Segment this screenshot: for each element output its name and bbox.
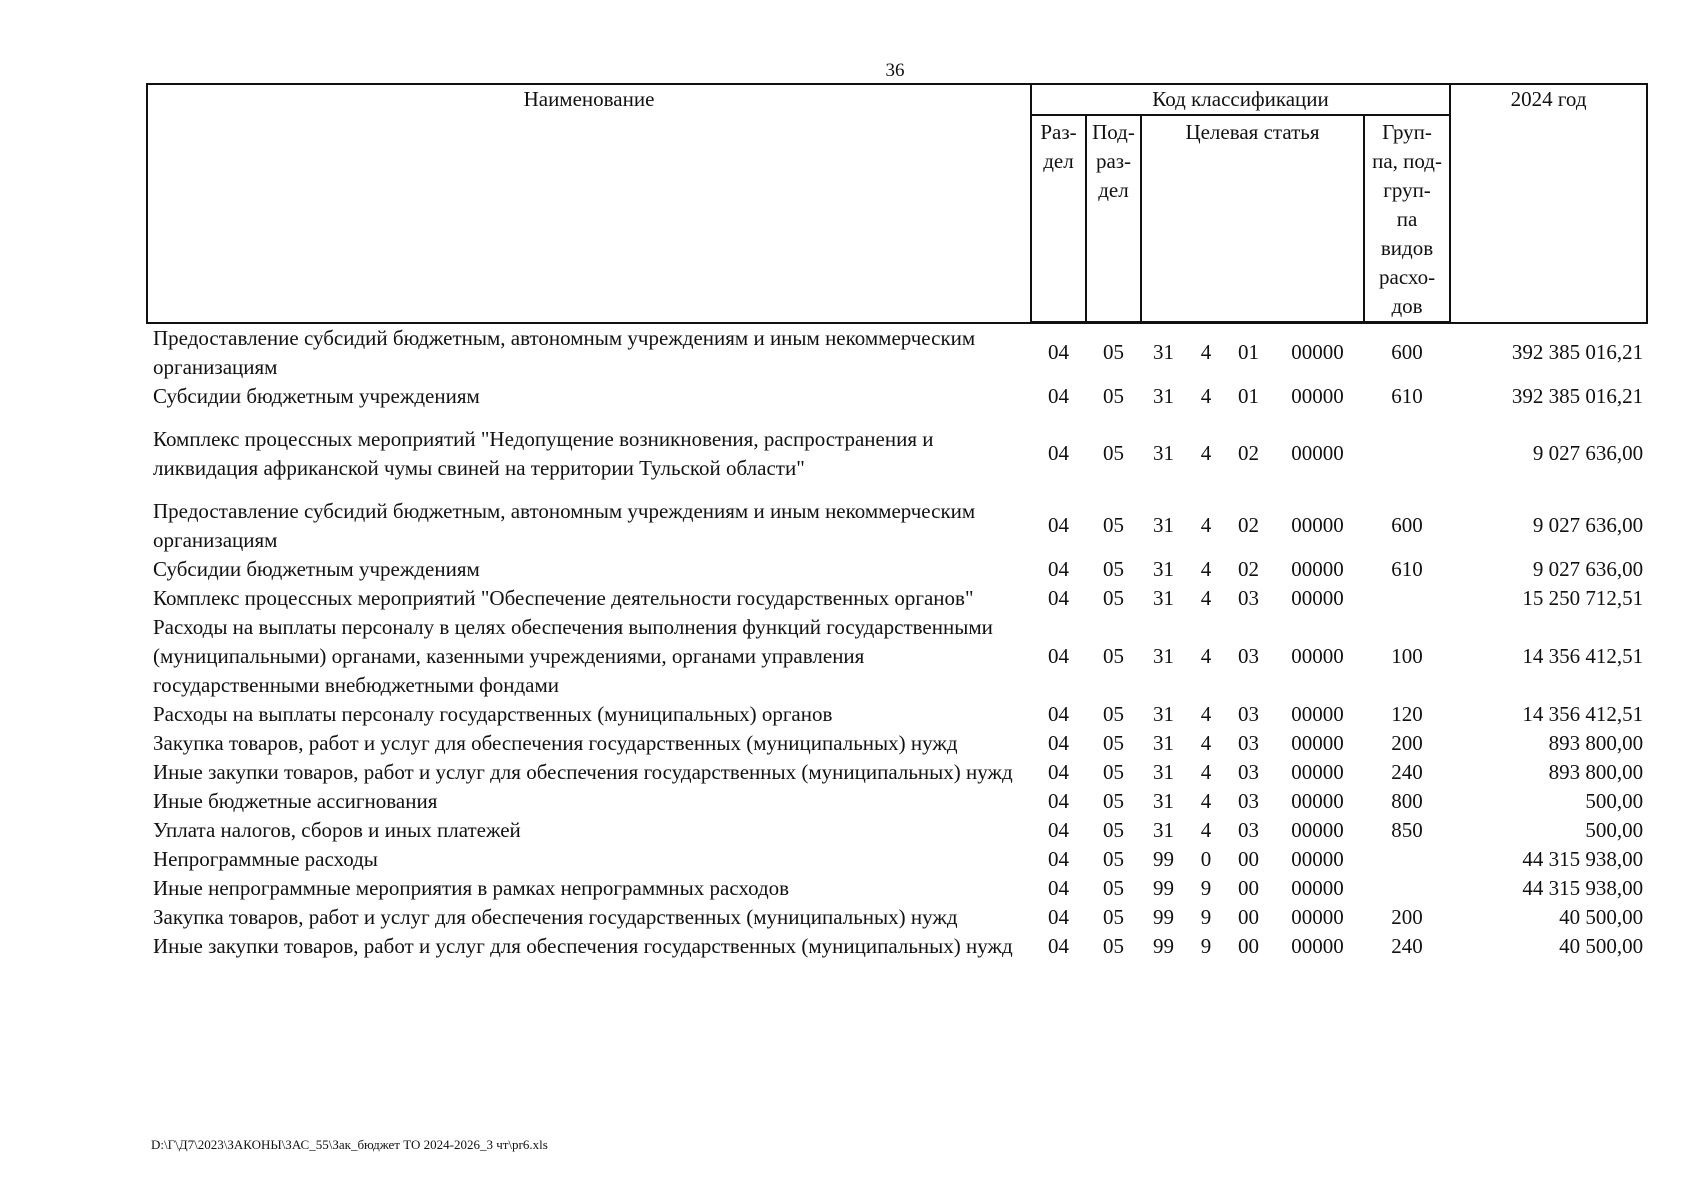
- row-name: Комплекс процессных мероприятий "Обеспечение деятельности государственных органов": [153, 585, 974, 610]
- row-target-3: 03: [1238, 701, 1259, 726]
- row-target-3: 03: [1238, 817, 1259, 842]
- row-target-4: 00000: [1291, 875, 1344, 900]
- row-podrazdel: 05: [1103, 383, 1124, 408]
- file-path: D:\Г\Д7\2023\ЗАКОНЫ\ЗАС_55\Зак_бюджет ТО 2024-2026_3 чт\pr6.xls: [151, 1137, 548, 1152]
- row-razdel: 04: [1048, 643, 1069, 668]
- row-podrazdel: 05: [1103, 701, 1124, 726]
- budget-table: [146, 83, 1648, 961]
- row-amount: 44 315 938,00: [1522, 875, 1644, 900]
- row-target-1: 99: [1153, 875, 1174, 900]
- row-razdel: 04: [1048, 441, 1069, 465]
- table-row: [147, 323, 1647, 382]
- row-target-2: 4: [1200, 701, 1212, 726]
- row-name: Иные непрограммные мероприятия в рамках непрограммных расходов: [153, 875, 790, 900]
- header-expense-group-line: Груп-: [1382, 120, 1432, 144]
- row-amount: 893 800,00: [1548, 730, 1644, 755]
- row-amount: 44 315 938,00: [1522, 846, 1644, 871]
- row-target-2: 4: [1200, 441, 1212, 465]
- row-expense-group: 240: [1391, 759, 1423, 784]
- row-target-1: 31: [1153, 340, 1174, 365]
- row-target-1: 99: [1153, 904, 1174, 929]
- row-target-4: 00000: [1291, 340, 1344, 365]
- row-expense-group: 610: [1391, 556, 1423, 581]
- table-row: [147, 729, 1647, 758]
- row-razdel: 04: [1048, 513, 1069, 537]
- row-name: Субсидии бюджетным учреждениям: [153, 556, 480, 581]
- row-name: Предоставление субсидий бюджетным, автономным учреждениям и иным некоммерческим организациям: [153, 325, 976, 379]
- row-razdel: 04: [1048, 904, 1069, 929]
- row-name: Субсидии бюджетным учреждениям: [153, 383, 480, 408]
- row-target-3: 03: [1238, 759, 1259, 784]
- row-target-1: 31: [1153, 556, 1174, 581]
- row-razdel: 04: [1048, 875, 1069, 900]
- header-expense-group-line: дов: [1391, 294, 1423, 318]
- table-row: [147, 903, 1647, 932]
- row-target-2: 4: [1200, 585, 1212, 610]
- row-target-1: 31: [1153, 759, 1174, 784]
- row-target-2: 9: [1200, 904, 1212, 929]
- row-target-1: 31: [1153, 643, 1174, 668]
- row-razdel: 04: [1048, 383, 1069, 408]
- row-podrazdel: 05: [1103, 933, 1124, 958]
- row-target-4: 00000: [1291, 585, 1344, 610]
- row-amount: 392 385 016,21: [1511, 340, 1644, 364]
- row-target-4: 00000: [1291, 383, 1344, 408]
- header-expense-group-line: груп-: [1383, 178, 1431, 202]
- header-expense-group-line: расхо-: [1379, 265, 1436, 289]
- row-target-1: 31: [1153, 817, 1174, 842]
- row-razdel: 04: [1048, 817, 1069, 842]
- row-name: Комплекс процессных мероприятий "Недопущение возникновения, распространения и ликвидация африканской чумы свиней на территории Тульской области": [153, 426, 934, 480]
- row-name: Иные закупки товаров, работ и услуг для обеспечения государственных (муниципальных) нужд: [153, 759, 1013, 784]
- row-target-4: 00000: [1291, 759, 1344, 784]
- table-header: [147, 84, 1647, 323]
- row-expense-group: 120: [1391, 701, 1423, 726]
- table-row: [147, 874, 1647, 903]
- table-row: [147, 584, 1647, 613]
- row-target-2: 4: [1200, 788, 1212, 813]
- row-target-3: 03: [1238, 730, 1259, 755]
- header-expense-group-line: па, под-: [1372, 149, 1442, 173]
- row-expense-group: 240: [1391, 933, 1423, 958]
- row-target-1: 31: [1153, 383, 1174, 408]
- row-expense-group: 100: [1391, 643, 1423, 668]
- header-podrazdel-line: раз-: [1095, 149, 1132, 173]
- row-podrazdel: 05: [1103, 904, 1124, 929]
- header-podrazdel-line: дел: [1098, 178, 1129, 202]
- row-target-2: 4: [1200, 340, 1212, 365]
- row-amount: 9 027 636,00: [1532, 556, 1644, 581]
- row-expense-group: [1364, 411, 1450, 497]
- row-target-4: 00000: [1291, 730, 1344, 755]
- header-expense-group-line: па: [1396, 207, 1418, 231]
- header-target-article: Целевая статья: [1141, 115, 1364, 323]
- row-target-1: 99: [1153, 846, 1174, 871]
- row-target-4: 00000: [1291, 788, 1344, 813]
- row-target-3: 02: [1238, 513, 1259, 537]
- row-podrazdel: 05: [1103, 643, 1124, 668]
- row-target-4: 00000: [1291, 904, 1344, 929]
- row-target-4: 00000: [1291, 441, 1344, 465]
- row-name: Закупка товаров, работ и услуг для обеспечения государственных (муниципальных) нужд: [153, 730, 958, 755]
- row-target-2: 0: [1200, 846, 1212, 871]
- row-target-3: 03: [1238, 643, 1259, 668]
- row-podrazdel: 05: [1103, 513, 1124, 537]
- row-target-3: 00: [1238, 846, 1259, 871]
- row-expense-group: 850: [1391, 817, 1423, 842]
- table-row: [147, 555, 1647, 584]
- table-row: [147, 758, 1647, 787]
- header-podrazdel-line: Под-: [1092, 120, 1135, 144]
- row-target-3: 03: [1238, 585, 1259, 610]
- row-target-4: 00000: [1291, 817, 1344, 842]
- row-target-1: 31: [1153, 701, 1174, 726]
- row-expense-group: 200: [1391, 730, 1423, 755]
- row-podrazdel: 05: [1103, 585, 1124, 610]
- row-expense-group: [1364, 845, 1450, 874]
- row-amount: 40 500,00: [1559, 904, 1644, 929]
- row-target-4: 00000: [1291, 643, 1344, 668]
- row-target-2: 4: [1200, 383, 1212, 408]
- row-podrazdel: 05: [1103, 730, 1124, 755]
- row-name: Иные закупки товаров, работ и услуг для обеспечения государственных (муниципальных) нужд: [153, 933, 1013, 958]
- row-podrazdel: 05: [1103, 788, 1124, 813]
- row-target-2: 4: [1200, 817, 1212, 842]
- table-row: [147, 816, 1647, 845]
- row-target-2: 4: [1200, 643, 1212, 668]
- row-amount: 15 250 712,51: [1522, 585, 1644, 610]
- row-target-1: 31: [1153, 513, 1174, 537]
- row-target-2: 4: [1200, 556, 1212, 581]
- row-expense-group: 610: [1391, 383, 1423, 408]
- row-name: Закупка товаров, работ и услуг для обеспечения государственных (муниципальных) нужд: [153, 904, 958, 929]
- row-name: Предоставление субсидий бюджетным, автономным учреждениям и иным некоммерческим организациям: [153, 498, 976, 552]
- row-target-2: 4: [1200, 513, 1212, 537]
- row-amount: 893 800,00: [1548, 759, 1644, 784]
- row-target-3: 01: [1238, 383, 1259, 408]
- table-row: [147, 382, 1647, 411]
- row-podrazdel: 05: [1103, 340, 1124, 365]
- row-target-3: 00: [1238, 904, 1259, 929]
- row-target-4: 00000: [1291, 513, 1344, 537]
- row-razdel: 04: [1048, 340, 1069, 365]
- row-target-4: 00000: [1291, 846, 1344, 871]
- row-podrazdel: 05: [1103, 846, 1124, 871]
- row-target-4: 00000: [1291, 701, 1344, 726]
- row-amount: 500,00: [1585, 817, 1644, 842]
- row-amount: 14 356 412,51: [1522, 701, 1644, 726]
- row-amount: 9 027 636,00: [1532, 441, 1644, 465]
- row-expense-group: 600: [1391, 340, 1423, 365]
- row-razdel: 04: [1048, 846, 1069, 871]
- header-expense-group-line: видов: [1380, 236, 1434, 260]
- row-podrazdel: 05: [1103, 759, 1124, 784]
- row-target-3: 01: [1238, 340, 1259, 365]
- row-name: Расходы на выплаты персоналу государственных (муниципальных) органов: [153, 701, 833, 726]
- table-row: [147, 497, 1647, 555]
- header-year: 2024 год: [1450, 84, 1647, 323]
- row-razdel: 04: [1048, 730, 1069, 755]
- row-target-3: 00: [1238, 875, 1259, 900]
- row-razdel: 04: [1048, 788, 1069, 813]
- row-name: Непрограммные расходы: [153, 846, 378, 871]
- table-row: [147, 700, 1647, 729]
- row-razdel: 04: [1048, 556, 1069, 581]
- row-amount: 9 027 636,00: [1532, 513, 1644, 537]
- row-target-3: 02: [1238, 556, 1259, 581]
- table-body: [147, 323, 1647, 961]
- row-podrazdel: 05: [1103, 441, 1124, 465]
- table-row: [147, 613, 1647, 700]
- row-podrazdel: 05: [1103, 875, 1124, 900]
- table-row: [147, 411, 1647, 497]
- row-razdel: 04: [1048, 701, 1069, 726]
- row-target-2: 9: [1200, 875, 1212, 900]
- row-name: Уплата налогов, сборов и иных платежей: [153, 817, 521, 842]
- row-podrazdel: 05: [1103, 817, 1124, 842]
- table-row: [147, 845, 1647, 874]
- header-podrazdel: [1086, 115, 1141, 323]
- row-expense-group: 600: [1391, 513, 1423, 537]
- row-target-3: 00: [1238, 933, 1259, 958]
- header-classification-code: Код классификации: [1031, 84, 1450, 115]
- header-razdel-line: Раз-: [1040, 120, 1077, 144]
- row-target-1: 31: [1153, 585, 1174, 610]
- row-target-1: 31: [1153, 788, 1174, 813]
- row-target-1: 31: [1153, 730, 1174, 755]
- row-target-1: 31: [1153, 441, 1174, 465]
- row-target-2: 4: [1200, 759, 1212, 784]
- table-row: [147, 787, 1647, 816]
- row-amount: 40 500,00: [1559, 933, 1644, 958]
- row-expense-group: [1364, 874, 1450, 903]
- header-expense-group: [1364, 115, 1450, 323]
- table-row: [147, 932, 1647, 961]
- row-target-2: 4: [1200, 730, 1212, 755]
- row-amount: 392 385 016,21: [1511, 383, 1644, 408]
- row-razdel: 04: [1048, 759, 1069, 784]
- row-expense-group: [1364, 584, 1450, 613]
- row-expense-group: 800: [1391, 788, 1423, 813]
- header-razdel-line: дел: [1043, 149, 1074, 173]
- row-podrazdel: 05: [1103, 556, 1124, 581]
- row-target-4: 00000: [1291, 556, 1344, 581]
- row-name: Иные бюджетные ассигнования: [153, 788, 438, 813]
- row-amount: 500,00: [1585, 788, 1644, 813]
- header-name: Наименование: [147, 84, 1031, 323]
- row-razdel: 04: [1048, 585, 1069, 610]
- page-number: 36: [885, 60, 905, 81]
- row-target-2: 9: [1200, 933, 1212, 958]
- row-target-4: 00000: [1291, 933, 1344, 958]
- row-target-1: 99: [1153, 933, 1174, 958]
- row-target-3: 03: [1238, 788, 1259, 813]
- row-name: Расходы на выплаты персоналу в целях обеспечения выполнения функций государственными (муниципальными) органами, казенными учреждениями, органами управления государственными внебюджетными фондами: [153, 614, 993, 697]
- row-target-3: 02: [1238, 441, 1259, 465]
- header-razdel: [1031, 115, 1086, 323]
- row-razdel: 04: [1048, 933, 1069, 958]
- row-expense-group: 200: [1391, 904, 1423, 929]
- row-amount: 14 356 412,51: [1522, 643, 1644, 668]
